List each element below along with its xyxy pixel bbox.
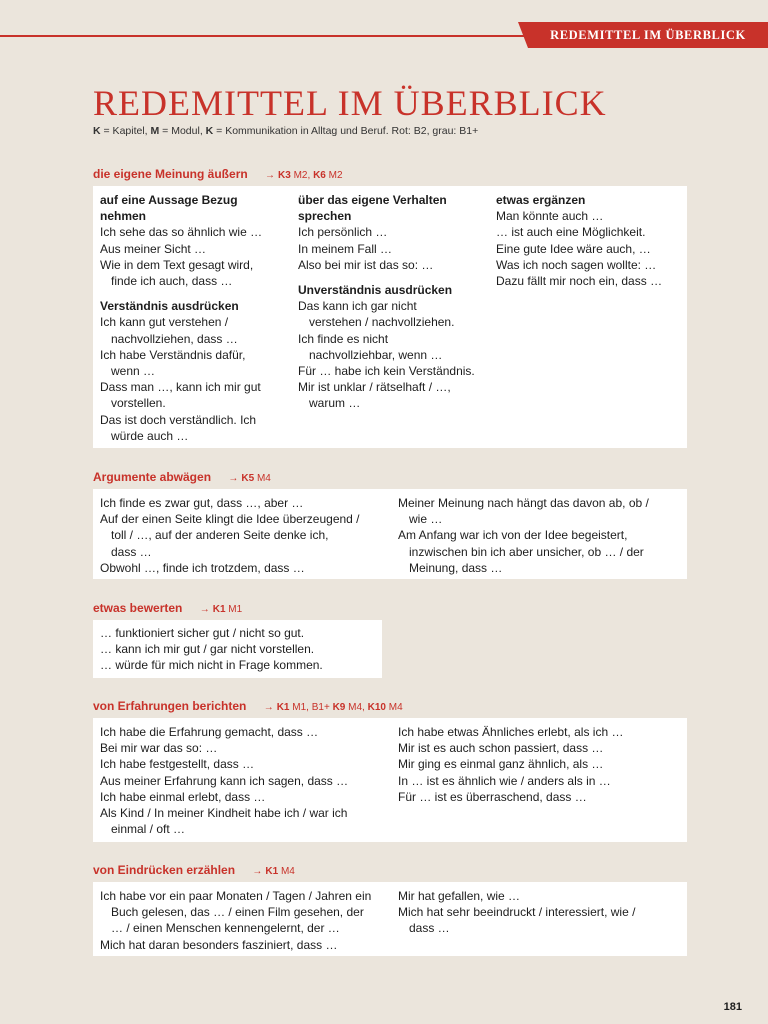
ref-part: M4 bbox=[254, 473, 271, 484]
subheading: Unverständnis ausdrücken bbox=[298, 283, 453, 298]
ref-part: M1 bbox=[225, 604, 243, 615]
ref-part: K1 bbox=[276, 702, 290, 713]
phrase-line: In meinem Fall … bbox=[298, 241, 393, 256]
arrow-right-icon: → bbox=[265, 170, 276, 181]
phrase-column bbox=[496, 192, 684, 289]
cross-reference bbox=[252, 866, 294, 877]
arrow-right-icon: → bbox=[228, 473, 239, 484]
phrase-line: Mich hat daran besonders fasziniert, dass … bbox=[100, 937, 338, 952]
group-spacer bbox=[298, 273, 488, 282]
phrase-line: Mir ist unklar / rätselhaft / …, bbox=[298, 380, 451, 395]
phrase-box bbox=[93, 186, 687, 448]
arrow-right-icon: → bbox=[252, 866, 263, 877]
phrase-line: Als Kind / In meiner Kindheit habe ich / war ich bbox=[100, 806, 348, 821]
phrase-line: Eine gute Idee wäre auch, … bbox=[496, 241, 651, 256]
phrase-line: … / einen Menschen kennengelernt, der … bbox=[111, 921, 340, 936]
phrase-line: Buch gelesen, das … / einen Film gesehen, der bbox=[111, 905, 364, 920]
phrase-line: warum … bbox=[309, 396, 361, 411]
ref-part: K1 bbox=[212, 604, 226, 615]
phrase-line: wenn … bbox=[111, 364, 156, 379]
phrase-line: Was ich noch sagen wollte: … bbox=[496, 257, 657, 272]
phrase-line: Ich habe festgestellt, dass … bbox=[100, 757, 255, 772]
section-title: von Eindrücken erzählen bbox=[93, 863, 236, 877]
phrase-column bbox=[298, 192, 488, 412]
phrase-line: Ich finde es zwar gut, dass …, aber … bbox=[100, 496, 304, 510]
phrase-line: Ich kann gut verstehen / bbox=[100, 315, 229, 330]
phrase-line: vorstellen. bbox=[111, 396, 166, 411]
subheading: etwas ergänzen bbox=[496, 193, 586, 207]
phrase-box bbox=[93, 718, 687, 842]
subheading: über das eigene Verhalten bbox=[298, 193, 447, 207]
legend-k2: K bbox=[205, 125, 214, 137]
ref-part: M4, bbox=[345, 702, 368, 713]
legend-m-text: = Modul, bbox=[159, 125, 206, 137]
section-title: Argumente abwägen bbox=[93, 470, 212, 484]
legend-k2-text: = Kommunikation in Alltag und Beruf. Rot: B2, grau: B1+ bbox=[213, 125, 479, 137]
phrase-line: Mir hat gefallen, wie … bbox=[398, 889, 521, 903]
phrase-line: Ich habe vor ein paar Monaten / Tagen / Jahren ein bbox=[100, 889, 372, 903]
phrase-line: Ich habe die Erfahrung gemacht, dass … bbox=[100, 725, 319, 739]
ref-part: K6 bbox=[313, 170, 326, 181]
phrase-line: … ist auch eine Möglichkeit. bbox=[496, 225, 646, 240]
phrase-box bbox=[93, 620, 382, 678]
legend-k-text: = Kapitel, bbox=[100, 125, 151, 137]
phrase-box bbox=[93, 882, 687, 956]
ref-part: K9 bbox=[332, 702, 346, 713]
phrase-line: Aus meiner Sicht … bbox=[100, 241, 207, 256]
phrase-column bbox=[100, 724, 390, 837]
section-heading bbox=[93, 601, 242, 615]
phrase-column bbox=[100, 495, 390, 576]
legend-k: K bbox=[93, 125, 101, 137]
phrase-line: Das kann ich gar nicht bbox=[298, 299, 417, 314]
phrase-line: Bei mir war das so: … bbox=[100, 741, 218, 756]
phrase-line: Ich habe einmal erlebt, dass … bbox=[100, 789, 266, 804]
phrase-column bbox=[100, 888, 390, 953]
arrow-right-icon: → bbox=[263, 702, 274, 713]
subheading: sprechen bbox=[298, 209, 352, 224]
ref-part: M2, bbox=[290, 170, 314, 181]
phrase-line: Meiner Meinung nach hängt das davon ab, ob / bbox=[398, 496, 649, 510]
phrase-line: inzwischen bin ich aber unsicher, ob … / der bbox=[409, 544, 644, 559]
phrase-line: wie … bbox=[409, 512, 443, 527]
phrase-line: Für … habe ich kein Verständnis. bbox=[298, 364, 475, 379]
phrase-line: Auf der einen Seite klingt die Idee überzeugend / bbox=[100, 512, 360, 527]
phrase-line: Ich sehe das so ähnlich wie … bbox=[100, 225, 263, 240]
phrase-line: … würde für mich nicht in Frage kommen. bbox=[100, 658, 323, 673]
phrase-line: verstehen / nachvollziehen. bbox=[309, 315, 455, 330]
phrase-line: dass … bbox=[409, 921, 450, 936]
cross-reference bbox=[228, 473, 270, 484]
phrase-line: dass … bbox=[111, 544, 152, 559]
phrase-line: nachvollziehen, dass … bbox=[111, 331, 238, 346]
section-heading bbox=[93, 863, 295, 877]
ref-part: M4 bbox=[385, 702, 403, 713]
chapter-tab-label: REDEMITTEL IM ÜBERBLICK bbox=[550, 27, 746, 42]
phrase-line: In … ist es ähnlich wie / anders als in … bbox=[398, 773, 611, 788]
phrase-line: Dass man …, kann ich mir gut bbox=[100, 380, 261, 395]
legend bbox=[93, 125, 478, 137]
arrow-right-icon: → bbox=[199, 604, 210, 615]
phrase-line: Ich finde es nicht bbox=[298, 331, 389, 346]
phrase-line: Das ist doch verständlich. Ich bbox=[100, 412, 257, 427]
phrase-line: toll / …, auf der anderen Seite denke ich, bbox=[111, 528, 329, 543]
subheading: auf eine Aussage Bezug bbox=[100, 193, 238, 207]
phrase-line: … kann ich mir gut / gar nicht vorstellen. bbox=[100, 642, 315, 657]
page-number: 181 bbox=[723, 1001, 742, 1013]
ref-part: K3 bbox=[278, 170, 291, 181]
phrase-column bbox=[100, 625, 378, 674]
phrase-line: Wie in dem Text gesagt wird, bbox=[100, 257, 254, 272]
phrase-line: … funktioniert sicher gut / nicht so gut. bbox=[100, 626, 305, 640]
cross-reference bbox=[200, 604, 242, 615]
phrase-line: Mir ist es auch schon passiert, dass … bbox=[398, 741, 604, 756]
phrase-line: Obwohl …, finde ich trotzdem, dass … bbox=[100, 560, 305, 575]
subheading: nehmen bbox=[100, 209, 147, 224]
ref-part: K10 bbox=[367, 702, 386, 713]
phrase-line: würde auch … bbox=[111, 428, 189, 443]
header-rule bbox=[0, 35, 540, 37]
phrase-line: finde ich auch, dass … bbox=[111, 274, 233, 289]
phrase-column bbox=[100, 192, 290, 444]
group-spacer bbox=[100, 289, 290, 298]
section-title: von Erfahrungen berichten bbox=[93, 699, 247, 713]
phrase-line: nachvollziehbar, wenn … bbox=[309, 347, 443, 362]
phrase-line: Ich habe Verständnis dafür, bbox=[100, 347, 246, 362]
phrase-line: Aus meiner Erfahrung kann ich sagen, dass … bbox=[100, 773, 349, 788]
phrase-line: Ich habe etwas Ähnliches erlebt, als ich … bbox=[398, 725, 624, 739]
phrase-column bbox=[398, 724, 683, 805]
subheading: Verständnis ausdrücken bbox=[100, 299, 239, 314]
section-heading bbox=[93, 470, 271, 484]
ref-part: K1 bbox=[265, 866, 279, 877]
chapter-tab bbox=[528, 22, 768, 48]
phrase-line: Mir ging es einmal ganz ähnlich, als … bbox=[398, 757, 604, 772]
ref-part: M4 bbox=[278, 866, 295, 877]
section-heading bbox=[93, 167, 343, 181]
phrase-line: Mich hat sehr beeindruckt / interessiert, wie / bbox=[398, 905, 636, 920]
phrase-column bbox=[398, 888, 683, 937]
phrase-line: Also bei mir ist das so: … bbox=[298, 257, 434, 272]
phrase-line: Für … ist es überraschend, dass … bbox=[398, 789, 587, 804]
section-title: die eigene Meinung äußern bbox=[93, 167, 248, 181]
section-heading bbox=[93, 699, 403, 713]
phrase-line: Ich persönlich … bbox=[298, 225, 388, 240]
ref-part: K5 bbox=[241, 473, 255, 484]
phrase-box bbox=[93, 489, 687, 579]
cross-reference bbox=[264, 702, 403, 713]
section-title: etwas bewerten bbox=[93, 601, 183, 615]
ref-part: M2 bbox=[325, 170, 343, 181]
page-title: REDEMITTEL IM ÜBERBLICK bbox=[93, 83, 607, 123]
ref-part: M1, B1+ bbox=[289, 702, 333, 713]
phrase-column bbox=[398, 495, 683, 576]
phrase-line: Meinung, dass … bbox=[409, 560, 503, 575]
phrase-line: Man könnte auch … bbox=[496, 209, 604, 224]
legend-m: M bbox=[150, 125, 160, 137]
phrase-line: einmal / oft … bbox=[111, 822, 186, 837]
cross-reference bbox=[265, 170, 343, 181]
phrase-line: Dazu fällt mir noch ein, dass … bbox=[496, 274, 663, 289]
phrase-line: Am Anfang war ich von der Idee begeistert, bbox=[398, 528, 628, 543]
